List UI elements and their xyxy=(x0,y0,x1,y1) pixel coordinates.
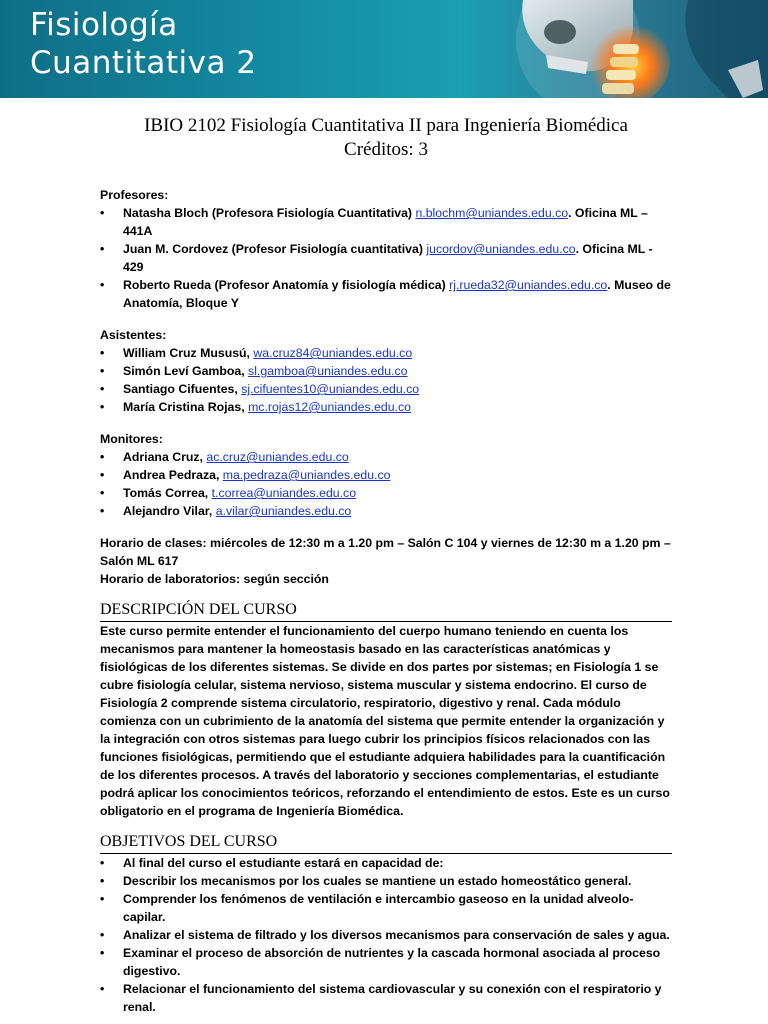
list-item: • Analizar el sistema de filtrado y los diversos mecanismos para conservación de sales y agua. xyxy=(123,926,672,944)
asistentes-label: Asistentes: xyxy=(100,328,167,342)
course-credits: Créditos: 3 xyxy=(344,139,428,160)
descripcion-text: Este curso permite entender el funcionamiento del cuerpo humano teniendo en cuenta los mecanismos para mantener la homeostasis basado en las características anatómicas y fisiológicas de los diferentes sistemas. Se divide en dos partes por sistemas; en Fisiología 1 se cubre fisiología celular, sistema nervioso, sistema muscular y sistema endocrino. El curso de Fisiología 2 comprende sistema circulatorio, respiratorio, digestivo y renal. Cada módulo comienza con un cubrimiento de la anatomía del sistema que permite entender la organización y la integración con otros sistemas para luego cubrir los principios físicos relacionados con las funciones fisiológicas, permitiendo que el estudiante adquiera habilidades para la cuantificación de los diferentes procesos. A través del laboratorio y secciones complementarias, el estudiante podrá aplicar los conocimientos teóricos, reforzando el entendimiento de estos. Este es un curso obligatorio en el programa de Ingeniería Biomédica. xyxy=(100,624,670,818)
list-item xyxy=(123,204,672,240)
banner-title xyxy=(30,6,257,82)
banner-title-line1: Fisiología xyxy=(30,7,178,43)
email-link[interactable]: jucordov@uniandes.edu.co xyxy=(426,242,576,256)
course-title xyxy=(100,114,672,162)
objetivos-heading: OBJETIVOS DEL CURSO xyxy=(100,832,672,854)
list-item xyxy=(123,484,672,502)
person-name: Andrea Pedraza, xyxy=(123,468,223,482)
email-link[interactable]: t.correa@uniandes.edu.co xyxy=(211,486,357,500)
email-link[interactable]: sl.gamboa@uniandes.edu.co xyxy=(248,364,408,378)
horario-clases: Horario de clases: miércoles de 12:30 m a 1.20 pm – Salón C 104 y viernes de 12:30 m a 1.20 pm – Salón ML 617 xyxy=(100,536,671,568)
list-item xyxy=(123,448,672,466)
monitores-list xyxy=(100,448,672,520)
email-link[interactable]: rj.rueda32@uniandes.edu.co xyxy=(449,278,608,292)
header-banner xyxy=(0,0,768,98)
objetivos-list xyxy=(100,854,672,1016)
email-link[interactable]: n.blochm@uniandes.edu.co xyxy=(415,206,569,220)
list-item: • Comprender los fenómenos de ventilación e intercambio gaseoso en la unidad alveolo-capilar. xyxy=(123,890,672,926)
syllabus-document xyxy=(100,108,672,1016)
email-link[interactable]: a.vilar@uniandes.edu.co xyxy=(215,504,352,518)
list-item: • Al final del curso el estudiante estará en capacidad de: xyxy=(123,854,672,872)
person-name: William Cruz Mususú, xyxy=(123,346,254,360)
list-item xyxy=(123,398,672,416)
email-link[interactable]: ma.pedraza@uniandes.edu.co xyxy=(222,468,391,482)
person-name: Juan M. Cordovez (Profesor Fisiología cuantitativa) xyxy=(123,242,427,256)
person-name: Simón Leví Gamboa, xyxy=(123,364,249,378)
office-text: . Museo de Anatomía, Bloque Y xyxy=(123,278,671,310)
list-item xyxy=(123,380,672,398)
profesores-list xyxy=(100,204,672,312)
descripcion-heading: DESCRIPCIÓN DEL CURSO xyxy=(100,600,672,622)
email-link[interactable]: mc.rojas12@uniandes.edu.co xyxy=(248,400,411,414)
person-name: Alejandro Vilar, xyxy=(123,504,216,518)
office-text: . Oficina ML - 429 xyxy=(123,242,653,274)
person-name: Tomás Correa, xyxy=(123,486,212,500)
email-link[interactable]: wa.cruz84@uniandes.edu.co xyxy=(253,346,413,360)
list-item: • Examinar el proceso de absorción de nutrientes y la cascada hormonal asociada al proceso digestivo. xyxy=(123,944,672,980)
profesores-label: Profesores: xyxy=(100,188,169,202)
asistentes-list xyxy=(100,344,672,416)
person-name: Natasha Bloch (Profesora Fisiología Cuantitativa) xyxy=(123,206,416,220)
list-item xyxy=(123,362,672,380)
horario-laboratorios: Horario de laboratorios: según sección xyxy=(100,572,329,586)
list-item xyxy=(123,502,672,520)
list-item xyxy=(123,344,672,362)
person-name: Roberto Rueda (Profesor Anatomía y fisiología médica) xyxy=(123,278,450,292)
email-link[interactable]: sj.cifuentes10@uniandes.edu.co xyxy=(241,382,420,396)
monitores-label: Monitores: xyxy=(100,432,163,446)
banner-title-line2: Cuantitativa 2 xyxy=(30,45,257,81)
list-item: • Relacionar el funcionamiento del sistema cardiovascular y su conexión con el respiratorio y renal. xyxy=(123,980,672,1016)
list-item: • Describir los mecanismos por los cuales se mantiene un estado homeostático general. xyxy=(123,872,672,890)
list-item xyxy=(123,240,672,276)
list-item xyxy=(123,466,672,484)
person-name: María Cristina Rojas, xyxy=(123,400,249,414)
person-name: Santiago Cifuentes, xyxy=(123,382,242,396)
list-item xyxy=(123,276,672,312)
skull-and-spine-icon xyxy=(428,0,768,98)
person-name: Adriana Cruz, xyxy=(123,450,207,464)
course-title-line1: IBIO 2102 Fisiología Cuantitativa II para Ingeniería Biomédica xyxy=(144,115,628,136)
email-link[interactable]: ac.cruz@uniandes.edu.co xyxy=(206,450,349,464)
office-text: . Oficina ML – 441A xyxy=(123,206,648,238)
